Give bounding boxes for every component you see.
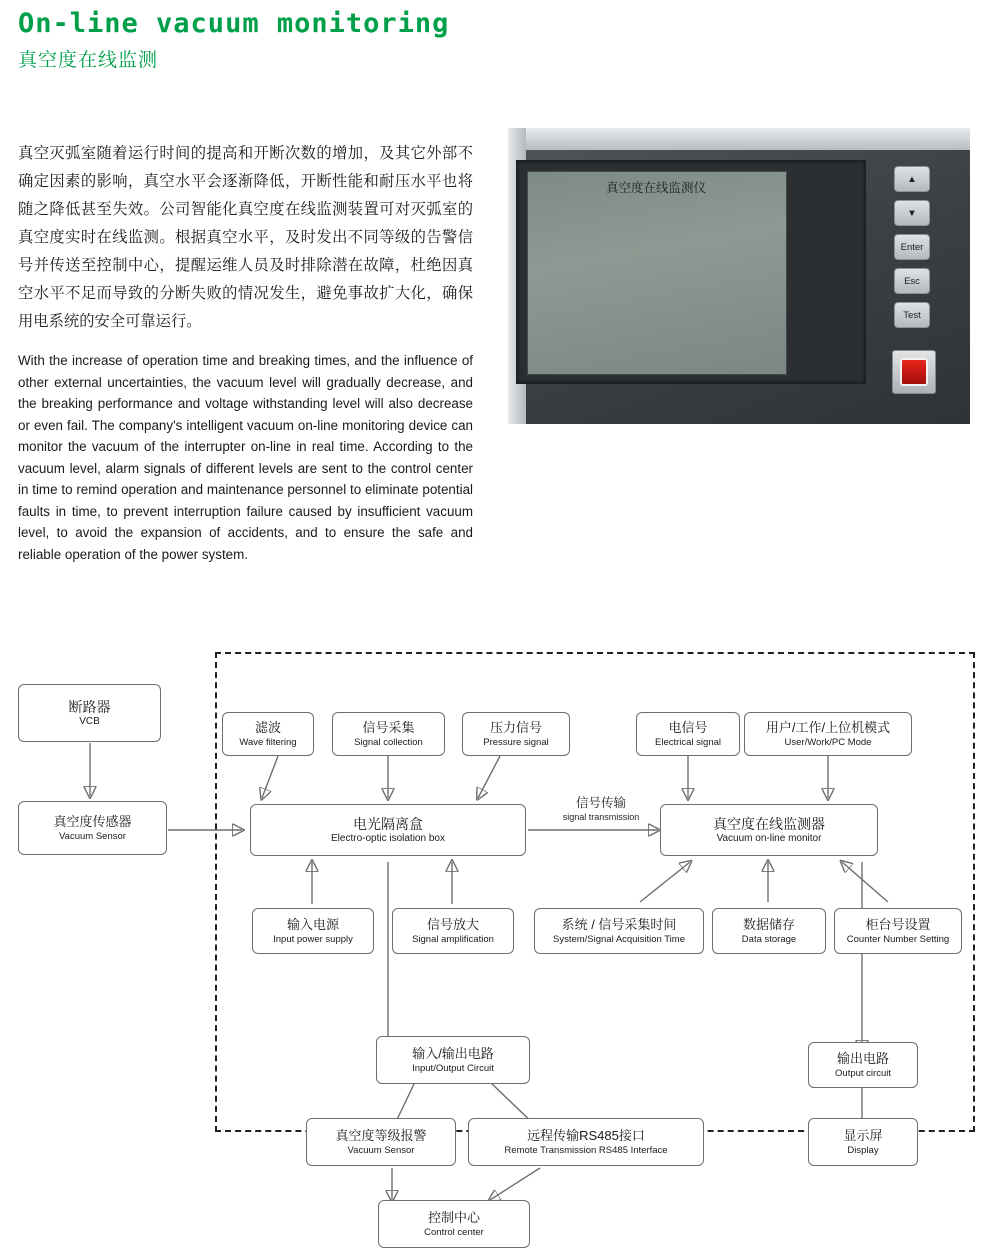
node-vcb: 断路器 VCB <box>18 684 161 742</box>
node-mode: 用户/工作/上位机模式 User/Work/PC Mode <box>744 712 912 756</box>
page-title-en: On-line vacuum monitoring <box>18 8 450 39</box>
node-signal-amplification: 信号放大 Signal amplification <box>392 908 514 954</box>
node-display: 显示屏 Display <box>808 1118 918 1166</box>
device-test-button[interactable]: Test <box>894 302 930 328</box>
node-online-monitor: 真空度在线监测器 Vacuum on-line monitor <box>660 804 878 856</box>
node-io-circuit: 输入/输出电路 Input/Output Circuit <box>376 1036 530 1084</box>
node-input-power: 输入电源 Input power supply <box>252 908 374 954</box>
node-pressure-signal: 压力信号 Pressure signal <box>462 712 570 756</box>
node-data-storage: 数据储存 Data storage <box>712 908 826 954</box>
system-diagram <box>0 630 1000 1260</box>
node-isolation-box: 电光隔离盒 Electro-optic isolation box <box>250 804 526 856</box>
node-vacuum-sensor: 真空度传感器 Vacuum Sensor <box>18 801 167 855</box>
node-vacuum-alarm: 真空度等级报警 Vacuum Sensor <box>306 1118 456 1166</box>
device-enter-button[interactable]: Enter <box>894 234 930 260</box>
power-indicator-icon <box>900 358 928 386</box>
device-top-bevel <box>508 128 970 150</box>
label-signal-transmission: 信号传输 signal transmission <box>562 796 640 822</box>
node-counter-setting: 柜台号设置 Counter Number Setting <box>834 908 962 954</box>
node-electrical-signal: 电信号 Electrical signal <box>636 712 740 756</box>
node-acquisition-time: 系统 / 信号采集时间 System/Signal Acquisition Time <box>534 908 704 954</box>
intro-text-column <box>18 140 473 565</box>
device-esc-button[interactable]: Esc <box>894 268 930 294</box>
device-up-button[interactable]: ▲ <box>894 166 930 192</box>
node-control-center: 控制中心 Control center <box>378 1200 530 1248</box>
intro-paragraph-en: With the increase of operation time and breaking times, and the influence of other external uncertainties, the vacuum level will gradually decrease, and the breaking performance and voltage withstanding level will also decrease or even fail. The company's intelligent vacuum on-line monitoring device can monitor the vacuum of the interrupter on-line in real time. According to the vacuum level, alarm signals of different levels are sent to the control center in time to remind operation and maintenance personnel to eliminate potential faults in time, to prevent interruption failure caused by insufficient vacuum level, to avoid the expansion of accidents, and to ensure the safe and reliable operation of the power system. <box>18 353 473 562</box>
page-title-cn: 真空度在线监测 <box>18 50 159 71</box>
intro-paragraph-cn: 真空灭弧室随着运行时间的提高和开断次数的增加，及其它外部不确定因素的影响，真空水平会逐渐降低，开断性能和耐压水平也将随之降低甚至失效。公司智能化真空度在线监测装置可对灭弧室的真空度实时在线监测。根据真空水平，及时发出不同等级的告警信号并传送至控制中心，提醒运维人员及时排除潜在故障，杜绝因真空水平不足而导致的分断失败的情况发生，避免事故扩大化，确保用电系统的安全可靠运行。 <box>18 145 473 330</box>
node-rs485: 远程传输RS485接口 Remote Transmission RS485 Interface <box>468 1118 704 1166</box>
device-screen <box>527 171 787 375</box>
device-down-button[interactable]: ▼ <box>894 200 930 226</box>
node-wave-filtering: 滤波 Wave filtering <box>222 712 314 756</box>
node-output-circuit: 输出电路 Output circuit <box>808 1042 918 1088</box>
device-screen-label: 真空度在线监测仪 <box>605 181 706 195</box>
page-header <box>18 8 718 72</box>
node-signal-collection: 信号采集 Signal collection <box>332 712 445 756</box>
device-power-button[interactable] <box>892 350 936 394</box>
